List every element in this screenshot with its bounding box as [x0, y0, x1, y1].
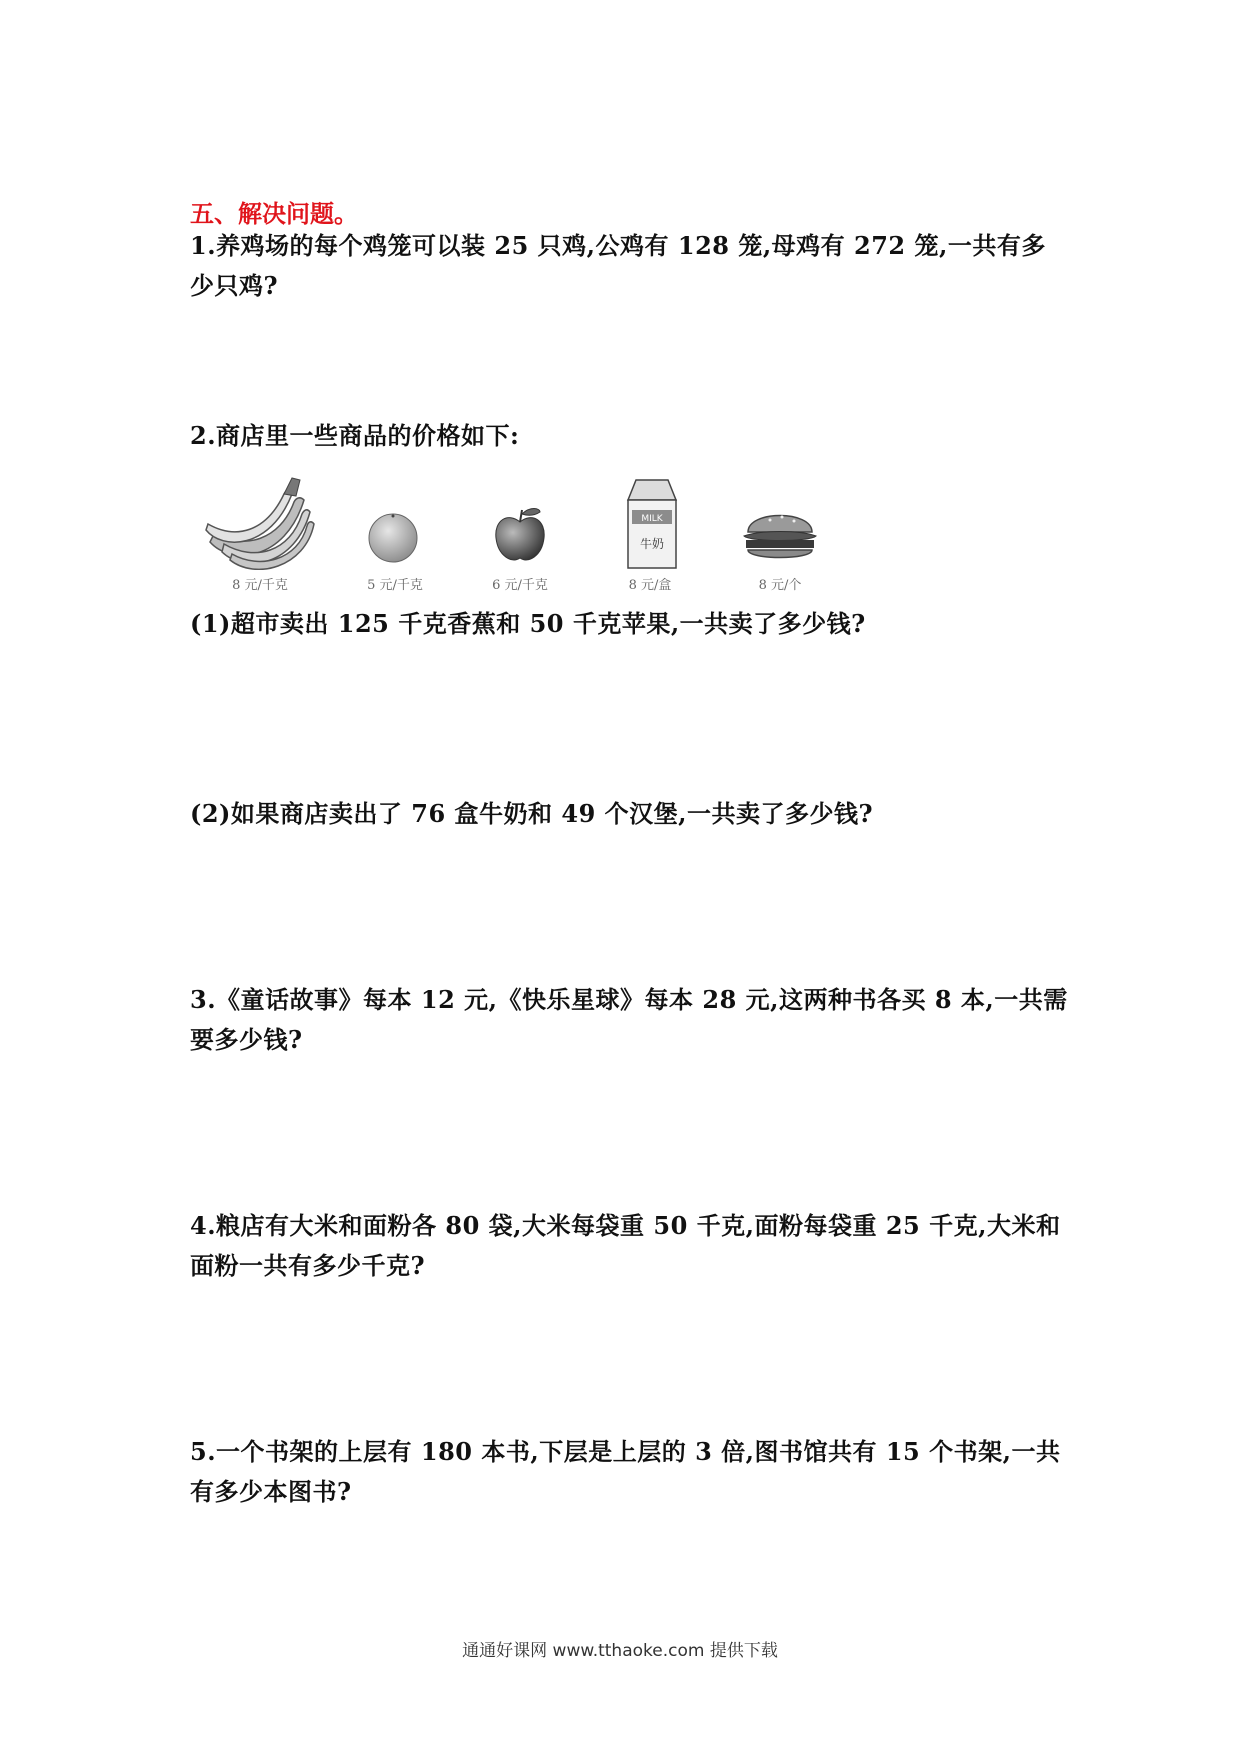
- product-orange: [335, 470, 455, 600]
- hamburger-icon: [720, 470, 840, 570]
- question-5: 5.一个书架的上层有 180 本书,下层是上层的 3 倍,图书馆共有 15 个书架,一共有多少本图书?: [190, 1437, 1061, 1506]
- product-apple: [460, 470, 580, 600]
- product-price: 5 元/千克: [367, 578, 423, 593]
- question-4: 4.粮店有大米和面粉各 80 袋,大米每袋重 50 千克,面粉每袋重 25 千克,大米和面粉一共有多少千克?: [190, 1211, 1061, 1280]
- product-price-list: [200, 470, 840, 600]
- orange-icon: [335, 470, 455, 570]
- milk-carton-icon: [590, 470, 710, 570]
- product-milk: [590, 470, 710, 600]
- section-title: 五、解决问题。: [190, 199, 358, 228]
- question-3: 3.《童话故事》每本 12 元,《快乐星球》每本 28 元,这两种书各买 8 本,一共需要多少钱?: [190, 985, 1068, 1054]
- footer-download-note: 通通好课网 www.tthaoke.com 提供下载: [462, 1641, 778, 1661]
- product-hamburger: [720, 470, 840, 600]
- product-price: 8 元/千克: [232, 578, 288, 593]
- question-2-1: (1)超市卖出 125 千克香蕉和 50 千克苹果,一共卖了多少钱?: [190, 609, 866, 638]
- apple-icon: [460, 470, 580, 570]
- product-price: 8 元/盒: [628, 578, 672, 593]
- carton-label-bottom: 牛奶: [639, 537, 665, 551]
- carton-label-top: MILK: [641, 514, 663, 524]
- product-price: 8 元/个: [758, 578, 802, 593]
- banana-icon: [200, 470, 320, 570]
- question-1: 1.养鸡场的每个鸡笼可以装 25 只鸡,公鸡有 128 笼,母鸡有 272 笼,一共有多少只鸡?: [190, 231, 1046, 300]
- product-price: 6 元/千克: [492, 578, 548, 593]
- question-2: 2.商店里一些商品的价格如下:: [190, 421, 520, 450]
- product-banana: [200, 470, 320, 600]
- question-2-2: (2)如果商店卖出了 76 盒牛奶和 49 个汉堡,一共卖了多少钱?: [190, 799, 874, 828]
